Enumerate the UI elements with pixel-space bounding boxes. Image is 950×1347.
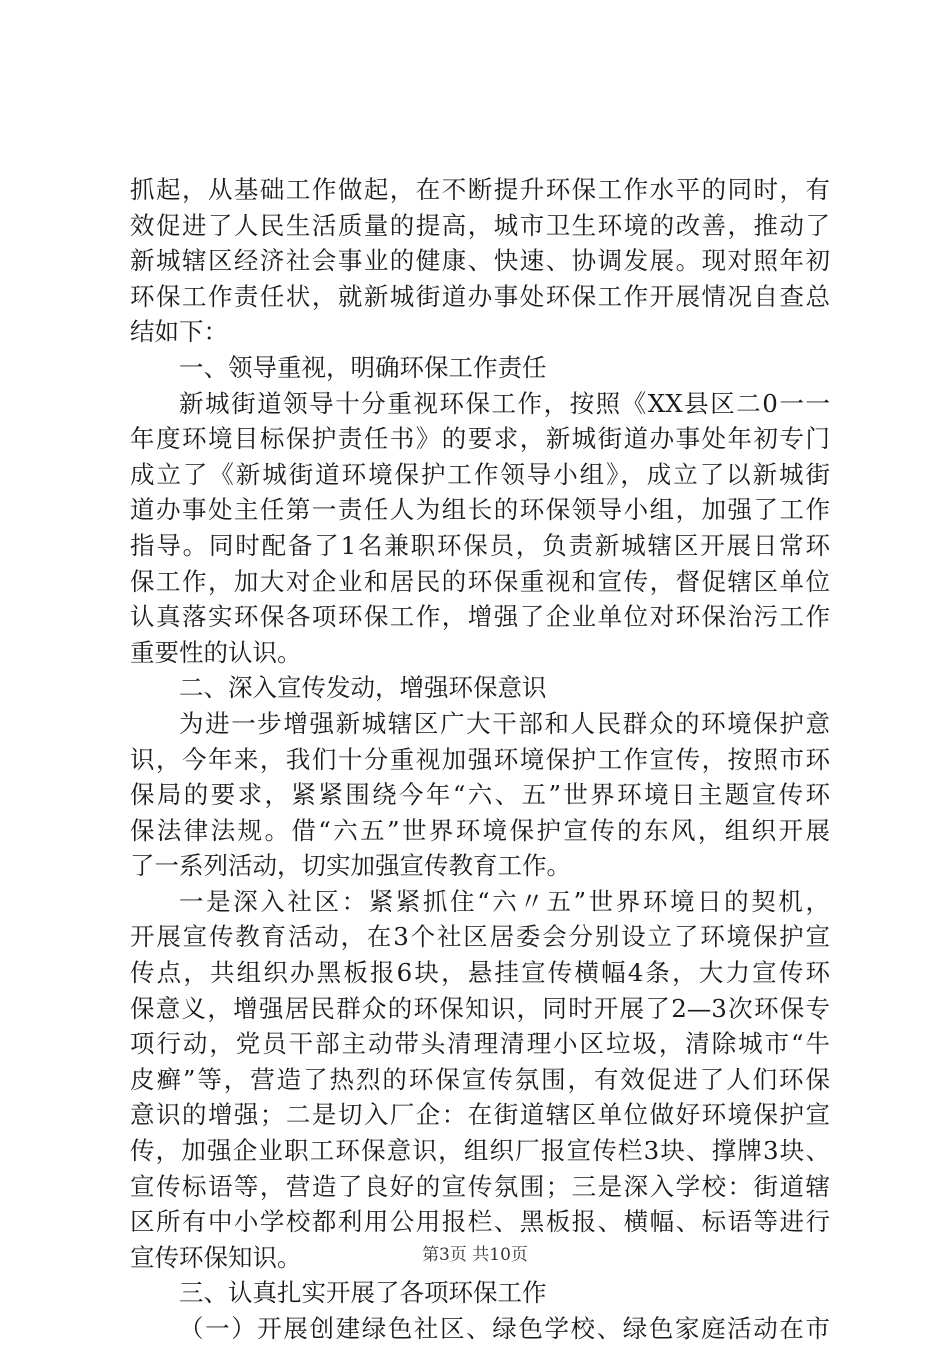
text-line: 道办事处主任第一责任人为组长的环保领导小组，加强了工作 [130,495,830,525]
text-line: 传，加强企业职工环保意识，组织厂报宣传栏3块、撑牌3块、 [130,1136,830,1166]
text-line: 宣传标语等，营造了良好的宣传氛围；三是深入学校：街道辖 [130,1171,830,1201]
text-line: 重要性的认识。 [130,637,302,667]
text-line: 抓起，从基础工作做起，在不断提升环保工作水平的同时，有 [130,175,830,204]
text-line: 识，今年来，我们十分重视加强环境保护工作宣传，按照市环 [130,744,830,774]
text-line: 保局的要求，紧紧围绕今年“六、五”世界环境日主题宣传环 [130,780,830,810]
text-line: 保法律法规。借“六五”世界环境保护宣传的东风，组织开展 [130,815,830,845]
text-line: 成立了《新城街道环境保护工作领导小组》，成立了以新城街 [130,459,830,489]
text-line: 三、认真扎实开展了各项环保工作 [179,1278,547,1308]
text-line: 一、领导重视，明确环保工作责任 [179,352,547,382]
page-footer: 第3页 共10页 [422,1245,528,1265]
text-line: 保工作，加大对企业和居民的环保重视和宣传，督促辖区单位 [130,566,830,596]
text-line: 了一系列活动，切实加强宣传教育工作。 [130,851,571,881]
text-line: 项行动，党员干部主动带头清理清理小区垃圾，清除城市“牛 [130,1029,830,1059]
document-body [130,172,830,1347]
text-line: 认真落实环保各项环保工作，增强了企业单位对环保治污工作 [130,602,830,632]
text-line: （一）开展创建绿色社区、绿色学校、绿色家庭活动在市 [179,1314,830,1343]
text-line: 年度环境目标保护责任书》的要求，新城街道办事处年初专门 [130,424,830,454]
text-line: 区所有中小学校都利用公用报栏、黑板报、横幅、标语等进行 [130,1207,830,1237]
text-line: 新城辖区经济社会事业的健康、快速、协调发展。现对照年初 [130,246,830,276]
text-line: 一是深入社区：紧紧抓住“六〃五”世界环境日的契机， [179,886,830,916]
text-line: 开展宣传教育活动，在3个社区居委会分别设立了环境保护宣 [130,922,830,952]
text-line: 结如下： [130,317,228,347]
text-line: 二、深入宣传发动，增强环保意识 [179,673,547,703]
text-line: 皮癣”等，营造了热烈的环保宣传氛围，有效促进了人们环保 [130,1064,830,1094]
text-line: 保意义，增强居民群众的环保知识，同时开展了2—3次环保专 [130,993,830,1023]
text-line: 宣传环保知识。 [130,1242,302,1272]
text-line: 环保工作责任状，就新城街道办事处环保工作开展情况自查总 [130,281,830,311]
text-line: 意识的增强；二是切入厂企：在街道辖区单位做好环境保护宣 [130,1100,830,1130]
text-line: 新城街道领导十分重视环保工作，按照《XX县区二0一一 [179,388,830,418]
text-line: 传点，共组织办黑板报6块，悬挂宣传横幅4条，大力宣传环 [130,958,830,988]
text-line: 指导。同时配备了1名兼职环保员，负责新城辖区开展日常环 [130,530,830,560]
text-line: 为进一步增强新城辖区广大干部和人民群众的环境保护意 [179,708,830,738]
text-line: 效促进了人民生活质量的提高，城市卫生环境的改善，推动了 [130,210,830,240]
